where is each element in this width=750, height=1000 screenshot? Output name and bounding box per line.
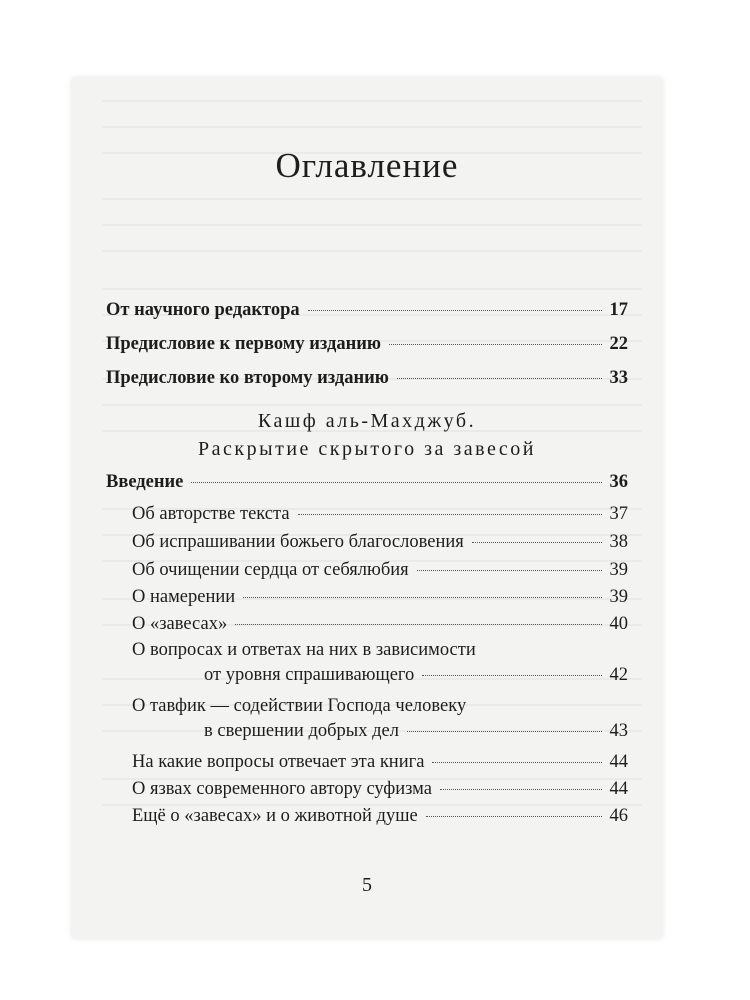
leader-dots	[243, 597, 601, 598]
toc-entry[interactable]	[132, 587, 628, 608]
toc-entry[interactable]	[132, 779, 628, 800]
toc-entry-page: 46	[609, 806, 628, 826]
toc-entry-title: О «завесах»	[132, 614, 228, 634]
toc-entry-page: 37	[609, 504, 628, 524]
toc-entry-second-preface[interactable]	[106, 368, 628, 389]
leader-dots	[440, 789, 602, 790]
toc-entry-page: 42	[609, 665, 628, 685]
leader-dots	[397, 378, 602, 379]
toc-entry[interactable]	[132, 640, 628, 686]
toc-entry[interactable]	[132, 504, 628, 525]
leader-dots	[417, 570, 602, 571]
leader-dots	[191, 482, 601, 483]
toc-entry-title: Предисловие к первому изданию	[106, 334, 382, 354]
toc-entry[interactable]	[132, 806, 628, 827]
toc-entry-page: 44	[609, 779, 628, 799]
page-title: Оглавление	[275, 146, 459, 185]
page-number: 5	[362, 874, 372, 896]
leader-dots	[407, 731, 602, 732]
toc-entry-introduction[interactable]	[106, 472, 628, 493]
toc-entry-page: 33	[609, 368, 628, 388]
toc-entry[interactable]	[132, 560, 628, 581]
toc-entry-page: 43	[609, 721, 628, 741]
toc-entry[interactable]	[132, 614, 628, 635]
toc-entry-title: О намерении	[132, 587, 236, 607]
toc-entry-page: 38	[609, 532, 628, 552]
toc-entry-page: 17	[609, 300, 628, 320]
toc-entry-title-line-1: О тавфик — содействии Господа человеку	[132, 696, 467, 716]
toc-entry-title: Об испрашивании божьего благословения	[132, 532, 464, 552]
toc-entry-title: От научного редактора	[106, 300, 300, 320]
toc-entry-first-preface[interactable]	[106, 334, 628, 355]
toc-entry-title-line-1: О вопросах и ответах на них в зависимости	[132, 640, 476, 660]
toc-entry-page: 22	[609, 334, 628, 354]
leader-dots	[426, 816, 602, 817]
leader-dots	[472, 542, 602, 543]
toc-entry-editor[interactable]	[106, 300, 628, 321]
toc-entry-title: О язвах современного автору суфизма	[132, 779, 432, 799]
toc-entry-title-line-2: от уровня спрашивающего	[204, 665, 415, 685]
toc-entry-page: 44	[609, 752, 628, 772]
leader-dots	[298, 514, 602, 515]
toc-entry-page: 39	[609, 560, 628, 580]
leader-dots	[422, 675, 601, 676]
toc-entry[interactable]	[132, 532, 628, 553]
toc-entry-page: 39	[609, 587, 628, 607]
toc-entry-title: Введение	[106, 472, 184, 492]
toc-entry-title: На какие вопросы отвечает эта книга	[132, 752, 425, 772]
leader-dots	[308, 310, 602, 311]
toc-entry-title: Предисловие ко второму изданию	[106, 368, 389, 388]
book-page	[72, 78, 662, 938]
book-title-line-1: Кашф аль-Махджуб.	[257, 410, 477, 432]
toc-entry-title-line-2: в свершении добрых дел	[204, 721, 399, 741]
toc-entry-title: Об авторстве текста	[132, 504, 290, 524]
toc-entry-page: 36	[609, 472, 628, 492]
toc-entry[interactable]	[132, 752, 628, 773]
book-title-line-2: Раскрытие скрытого за завесой	[198, 438, 536, 460]
toc-entry-title: Ещё о «завесах» и о животной душе	[132, 806, 418, 826]
leader-dots	[432, 762, 601, 763]
toc-entry-title: Об очищении сердца от себялюбия	[132, 560, 409, 580]
leader-dots	[389, 344, 601, 345]
toc-entry[interactable]	[132, 696, 628, 742]
leader-dots	[235, 624, 601, 625]
toc-entry-page: 40	[609, 614, 628, 634]
